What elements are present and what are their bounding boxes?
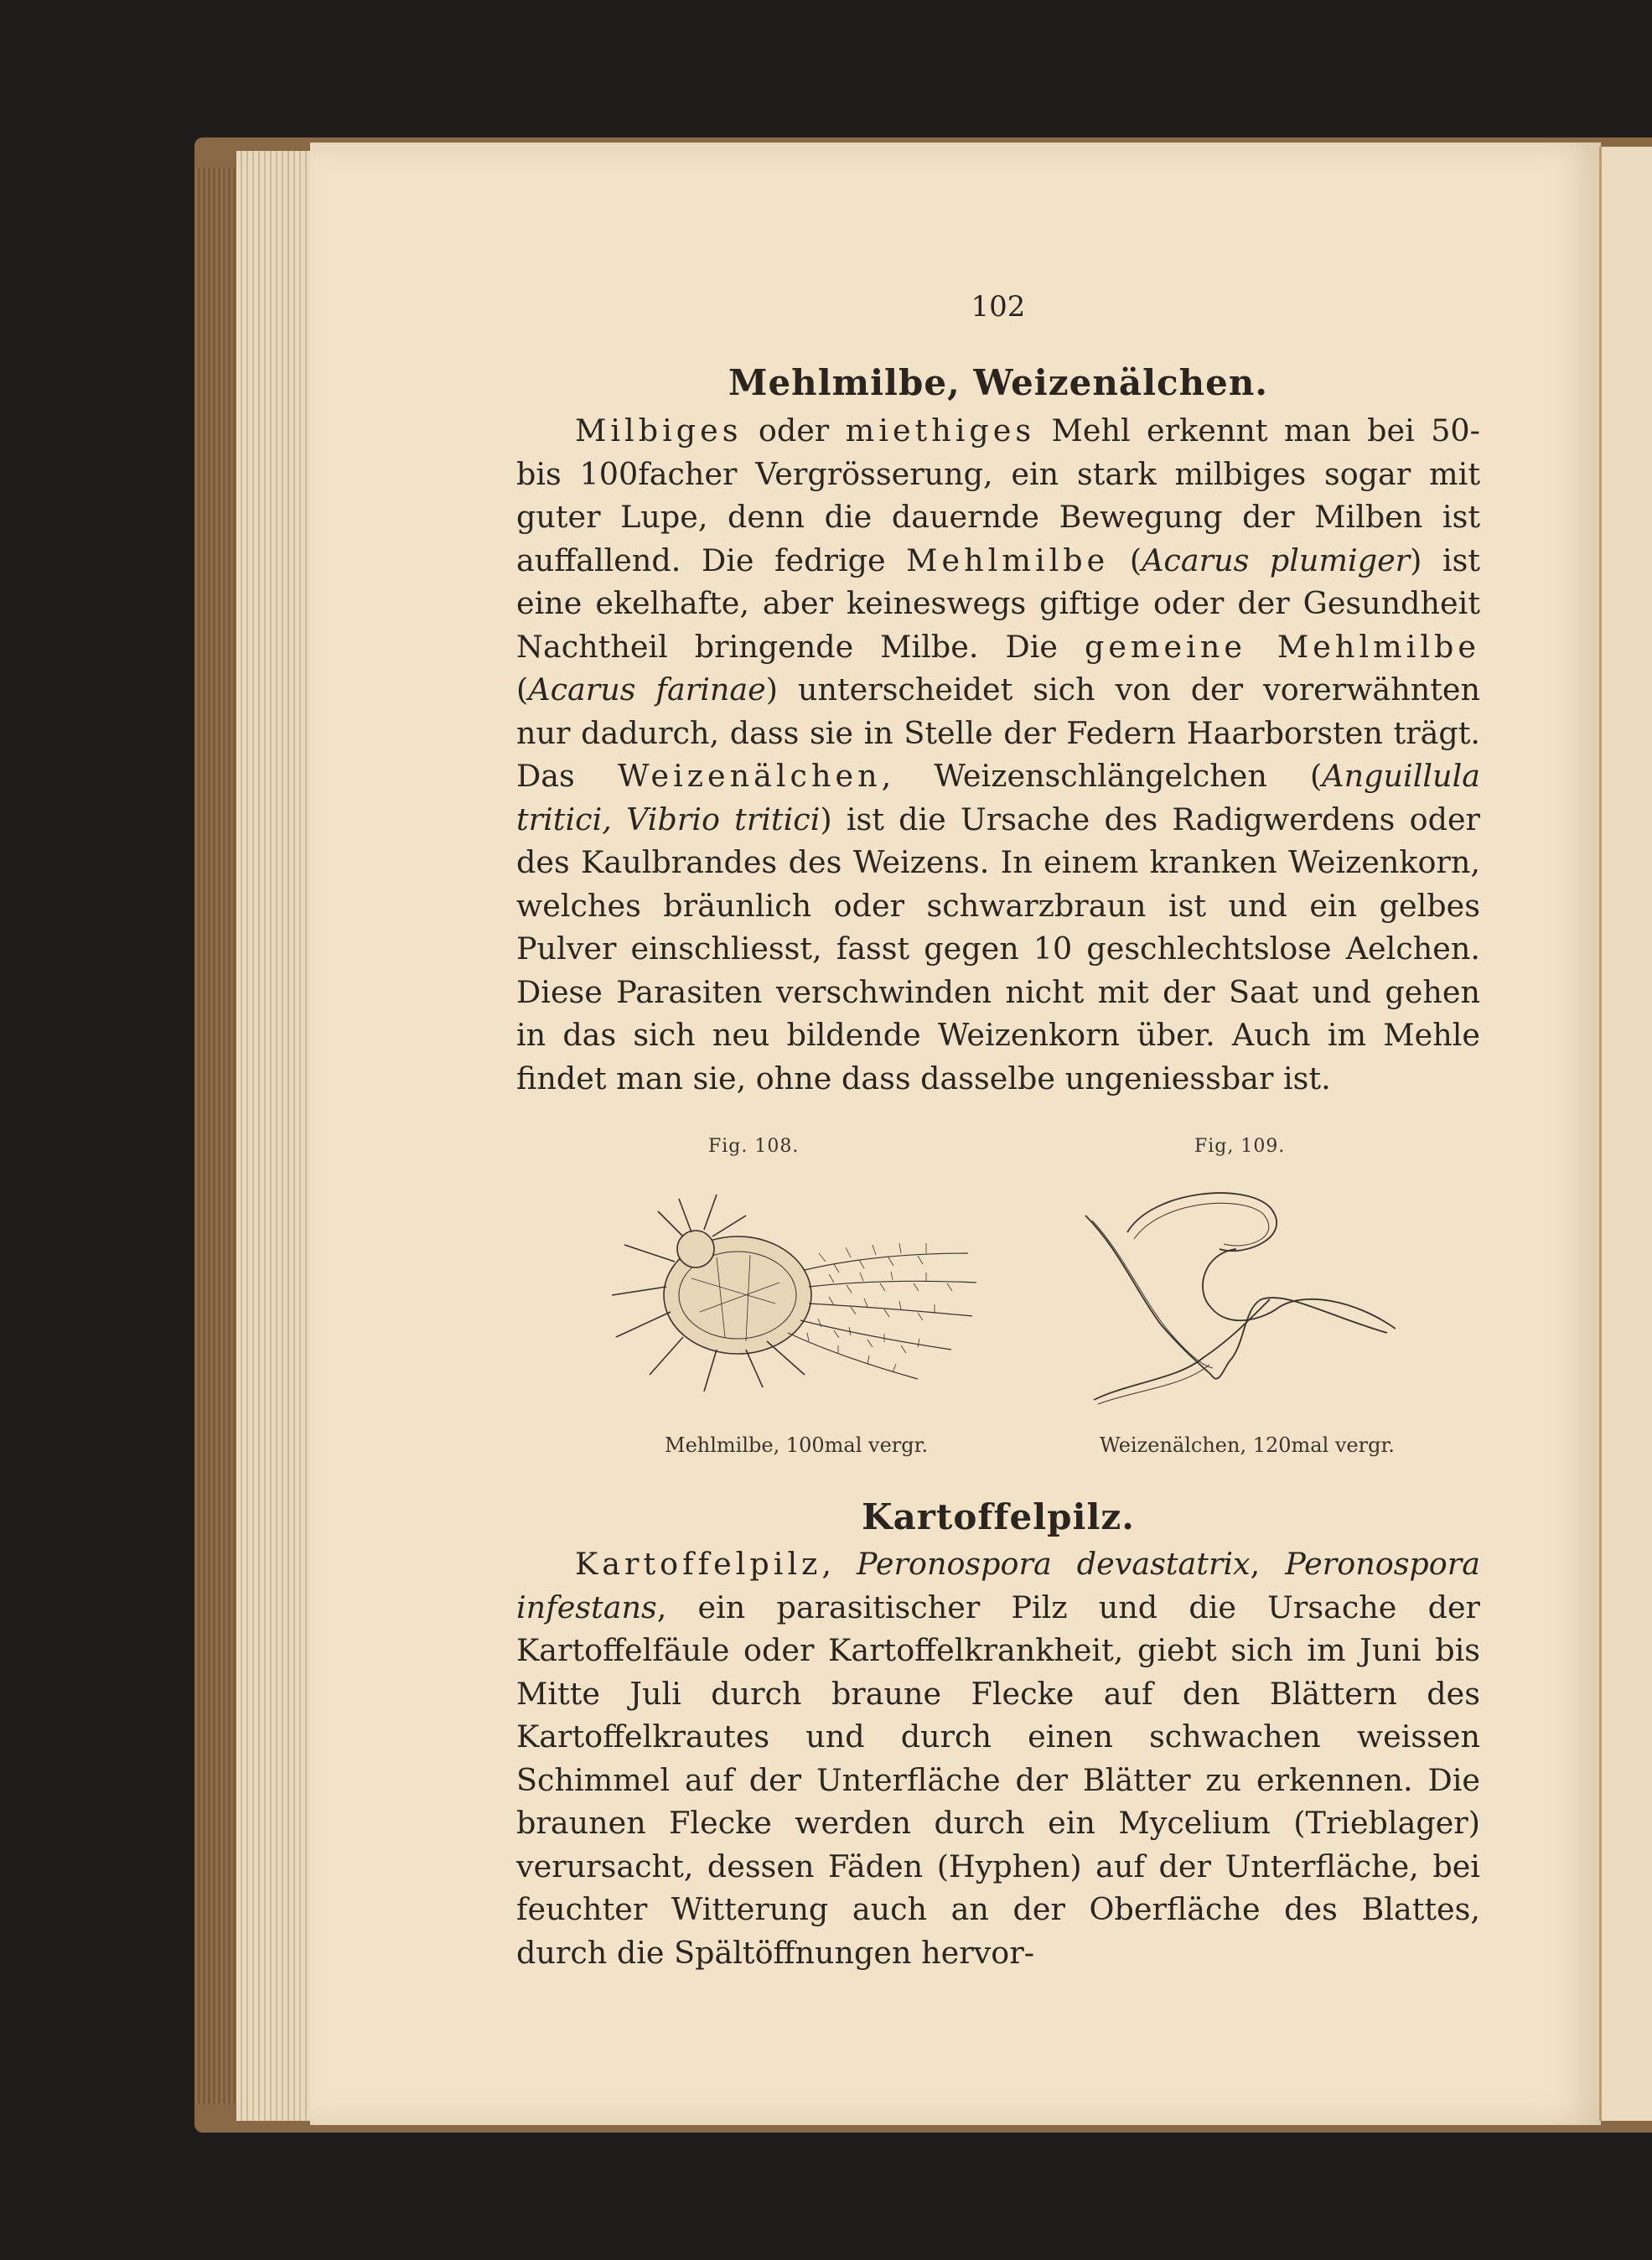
text-run: , ein parasitischer Pilz und die Ursache der Kartoffelfäule oder Kartoffelkrankheit, giebt sich im Juni bis Mitte Juli durch braune Flecke auf den Blättern des Kartoffelkrautes und durch einen schwachen weissen Schimmel auf der Unterfläche der Blätter zu erkennen. Die braunen Flecke werden durch ein Mycelium (Trieblager) verursacht, dessen Fäden (Hyphen) auf der Unterfläche, bei feuchter Witterung auch an der Oberfläche des Blattes, durch die Spältöffnungen hervor-	[516, 1589, 1480, 1971]
text-run: ) ist eine ekelhafte, aber keineswegs giftige oder der Gesundheit Nachtheil bringende Milbe. Die	[516, 542, 1481, 665]
figure-caption-109: Weizenälchen, 120mal vergr.	[1100, 1433, 1395, 1457]
mite-illustration-icon	[599, 1178, 985, 1404]
text-run: Acarus plumiger	[1142, 542, 1411, 578]
facing-page-edge	[1599, 147, 1652, 2121]
section-heading-kartoffelpilz: Kartoffelpilz.	[862, 1496, 1135, 1537]
text-run: Peronospora infestans	[516, 1546, 1480, 1625]
page-number: 102	[971, 290, 1026, 324]
text-run: Acarus farinae	[528, 671, 766, 708]
text-run: Mehlmilbe	[906, 542, 1110, 578]
figure-label-108: Fig. 108.	[708, 1136, 800, 1157]
text-run: Peronospora devastatrix	[857, 1546, 1251, 1582]
text-run: ) ist die Ursache des Radigwerdens oder des Kaulbrandes des Weizens. In einem kranken Weizenkorn, welches bräunlich oder schwarzbraun ist und ein gelbes Pulver einschliesst, fasst gegen 10 geschlechtslose Aelchen. Diese Parasiten verschwinden nicht mit der Saat und gehen in das sich neu bildende Weizenkorn über. Auch im Mehle findet man sie, ohne dass dasselbe ungeniessbar ist.	[516, 801, 1480, 1096]
text-run: Milbiges	[575, 412, 743, 448]
text-run: Anguillula tritici, Vibrio tritici	[516, 758, 1480, 837]
paragraph-mehlmilbe	[516, 409, 1480, 1100]
text-run: ) unterscheidet sich von der vorerwähnten nur dadurch, dass sie in Stelle der Federn Haarborsten trägt. Das	[516, 671, 1480, 794]
text-run: Mehl erkennt man bei 50- bis 100facher Vergrösserung, ein stark milbiges sogar mit guter Lupe, denn die dauernde Bewegung der Milben ist auffallend. Die fedrige	[516, 412, 1480, 578]
text-run: miethiges	[845, 412, 1036, 448]
text-run: ,	[1250, 1546, 1286, 1582]
text-run: Weizenälchen	[617, 758, 882, 794]
text-run: gemeine Mehlmilbe	[1084, 628, 1480, 665]
figure-caption-108: Mehlmilbe, 100mal vergr.	[665, 1433, 929, 1457]
text-run: ,	[821, 1546, 857, 1582]
text-run: oder	[742, 412, 846, 448]
text-run: Kartoffelpilz	[575, 1546, 822, 1582]
text-run: (	[516, 671, 529, 708]
section-heading-mehlmilbe: Mehlmilbe, Weizenälchen.	[728, 362, 1269, 403]
text-run: , Weizenschlängelchen (	[881, 758, 1323, 794]
text-run: (	[1109, 542, 1142, 578]
figure-label-109: Fig, 109.	[1194, 1136, 1286, 1157]
paragraph-kartoffelpilz	[516, 1542, 1480, 1974]
nematode-illustration-icon	[1077, 1174, 1396, 1417]
page-stack-edges	[236, 151, 312, 2121]
book-spine-cloth	[198, 168, 238, 2104]
